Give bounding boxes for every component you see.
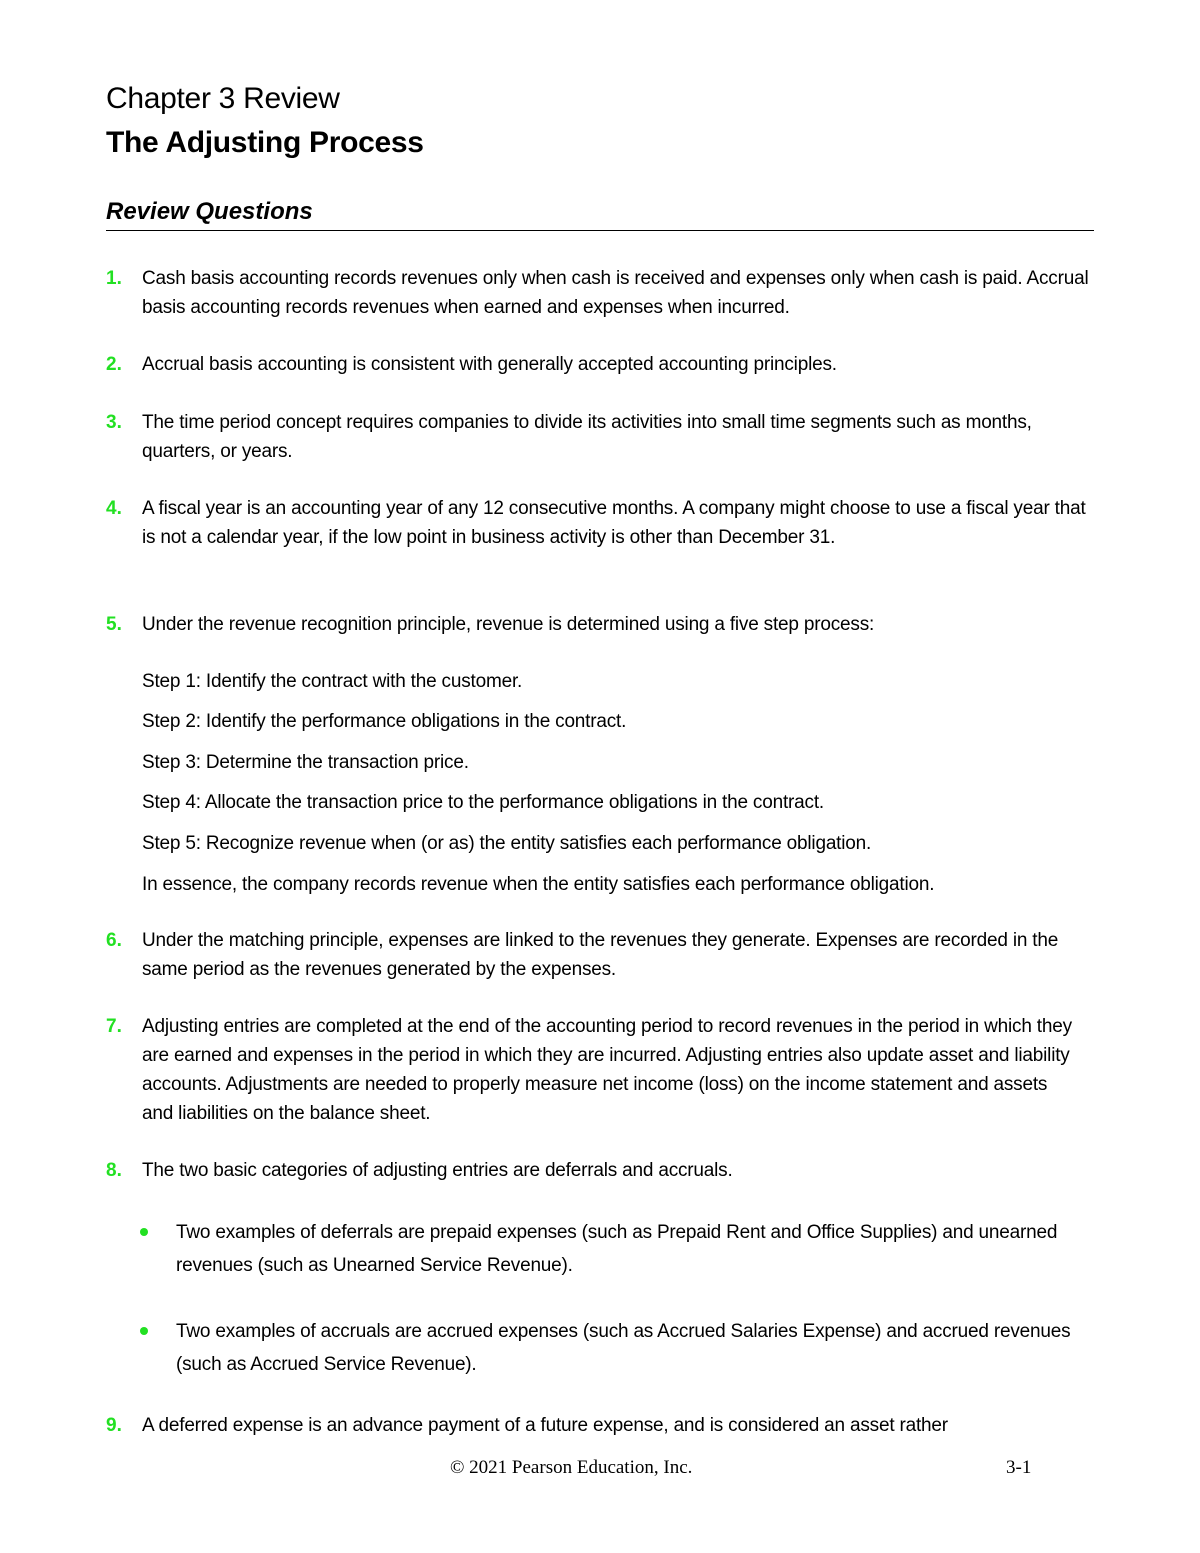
question-text: Under the matching principle, expenses are linked to the revenues they generate. Expenses are recorded in the same period as the revenues generated by the expenses. [142, 930, 1059, 980]
question-text: The time period concept requires companies to divide its activities into small time segments such as months, quarters, or years. [142, 412, 1032, 462]
question-item [106, 494, 1096, 552]
question-number: 9. [106, 1415, 122, 1436]
question-item [106, 264, 1096, 322]
step-summary: In essence, the company records revenue when the entity satisfies each performance obligation. [142, 874, 935, 895]
copyright-notice: © 2021 Pearson Education, Inc. [450, 1457, 693, 1478]
question-text: A deferred expense is an advance payment of a future expense, and is considered an asset rather [142, 1415, 948, 1436]
bullet-text: Two examples of deferrals are prepaid expenses (such as Prepaid Rent and Office Supplies) and unearned revenues (such as Unearned Service Revenue). [176, 1222, 1058, 1276]
page-number: 3-1 [1006, 1457, 1032, 1478]
question-text: Cash basis accounting records revenues only when cash is received and expenses only when cash is paid. Accrual basis accounting records revenues when earned and expenses when incurred. [142, 268, 1089, 318]
step-item: Step 2: Identify the performance obligations in the contract. [142, 711, 627, 732]
step-item: Step 1: Identify the contract with the customer. [142, 671, 523, 692]
question-text: Accrual basis accounting is consistent with generally accepted accounting principles. [142, 354, 837, 375]
question-item [106, 350, 1096, 379]
question-number: 4. [106, 498, 122, 519]
question-number: 7. [106, 1016, 122, 1037]
bullet-item [140, 1315, 1090, 1381]
bullet-icon [140, 1327, 148, 1335]
page-footer [0, 1457, 1200, 1487]
step-item: Step 3: Determine the transaction price. [142, 752, 469, 773]
bullet-item [140, 1216, 1090, 1282]
question-number: 3. [106, 412, 122, 433]
step-item: Step 4: Allocate the transaction price to the performance obligations in the contract. [142, 792, 824, 813]
question-item [106, 1411, 1096, 1440]
question-text: The two basic categories of adjusting entries are deferrals and accruals. [142, 1160, 733, 1181]
page-title: The Adjusting Process [106, 126, 424, 159]
question-item [106, 610, 1096, 639]
question-number: 6. [106, 930, 122, 951]
question-number: 1. [106, 268, 122, 289]
question-item [106, 1012, 1096, 1128]
step-item: Step 5: Recognize revenue when (or as) the entity satisfies each performance obligation. [142, 833, 872, 854]
question-item [106, 1156, 1096, 1185]
question-text: Adjusting entries are completed at the end of the accounting period to record revenues in the period in which they are earned and expenses in the period in which they are incurred. Adjusting entries also update asset and liability accounts. Adjustments are needed to properly measure net income (loss) on the income statement and assets and liabilities on the balance sheet. [142, 1016, 1072, 1124]
section-heading: Review Questions [106, 198, 1094, 231]
question-number: 8. [106, 1160, 122, 1181]
bullet-text: Two examples of accruals are accrued expenses (such as Accrued Salaries Expense) and accrued revenues (such as Accrued Service Revenue). [176, 1321, 1071, 1375]
question-item [106, 408, 1096, 466]
question-number: 2. [106, 354, 122, 375]
question-text: Under the revenue recognition principle, revenue is determined using a five step process: [142, 614, 875, 635]
chapter-label: Chapter 3 Review [106, 82, 340, 115]
question-item [106, 926, 1096, 984]
question-number: 5. [106, 614, 122, 635]
bullet-icon [140, 1228, 148, 1236]
question-text: A fiscal year is an accounting year of any 12 consecutive months. A company might choose to use a fiscal year that is not a calendar year, if the low point in business activity is other than December 31. [142, 498, 1086, 548]
